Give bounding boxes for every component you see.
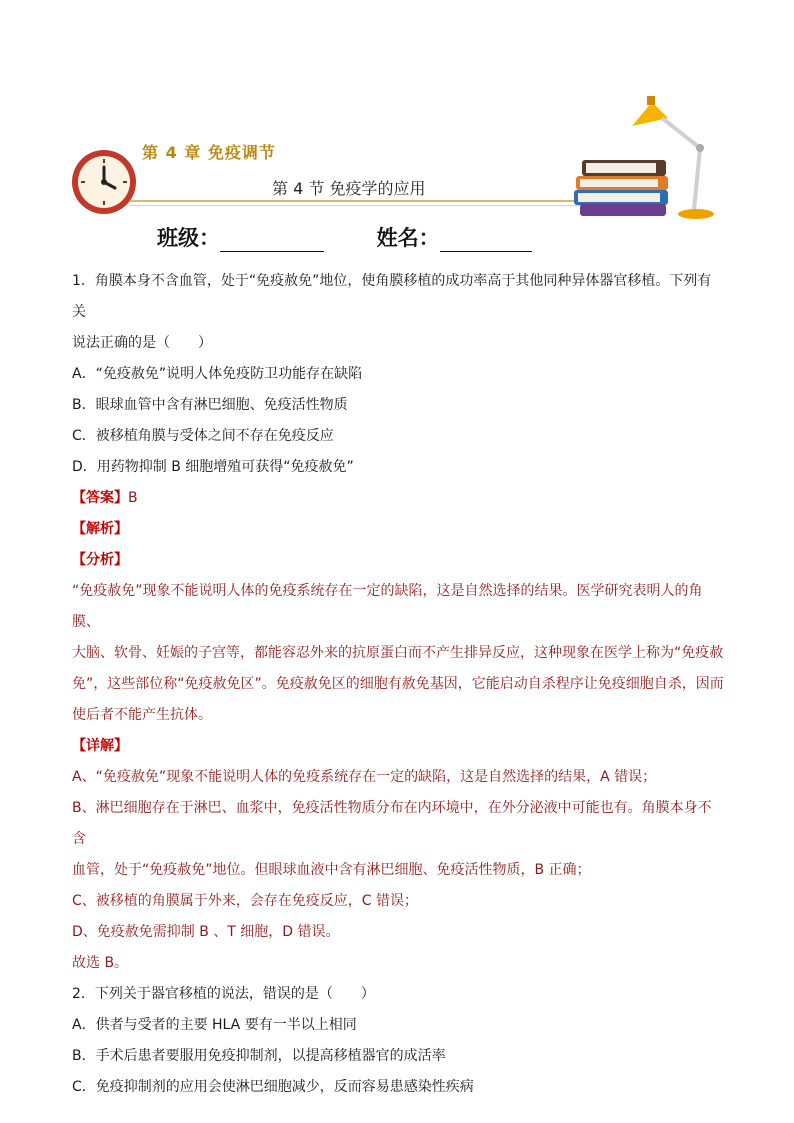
fenxi-line-2: 大脑、软骨、妊娠的子宫等，都能容忍外来的抗原蛋白而不产生排异反应，这种现象在医学上称为“免疫赦: [72, 645, 724, 661]
fenxi-tag: 【分析】: [72, 552, 128, 568]
name-label: 姓名：: [376, 226, 440, 250]
q1-option-b: B．眼球血管中含有淋巴细胞、免疫活性物质: [72, 397, 348, 413]
answer-value: B: [128, 490, 138, 506]
name-field[interactable]: [440, 229, 532, 252]
clock-icon: [70, 148, 138, 216]
section-title: 第 4 节 免疫学的应用: [272, 179, 426, 198]
q1-conclusion: 故选 B。: [72, 955, 129, 971]
fenxi-line-4: 使后者不能产生抗体。: [72, 707, 212, 723]
q1-option-d: D．用药物抑制 B 细胞增殖可获得“免疫赦免”: [72, 459, 354, 475]
q1-fenxi: [72, 545, 724, 576]
detail-line-1: A、“免疫赦免”现象不能说明人体的免疫系统存在一定的缺陷，这是自然选择的结果，A 错误；: [72, 769, 657, 785]
books-and-lamp-icon: [570, 96, 720, 221]
detail-line-4: C、被移植的角膜属于外来，会存在免疫反应，C 错误；: [72, 893, 418, 909]
q1-option-a: A．“免疫赦免”说明人体免疫防卫功能存在缺陷: [72, 366, 363, 382]
q1-option-c: C．被移植角膜与受体之间不存在免疫反应: [72, 428, 334, 444]
q1-analysis: [72, 514, 724, 545]
question-content: [72, 266, 724, 1103]
analysis-tag: 【解析】: [72, 521, 128, 537]
chapter-title: 第 4 章 免疫调节: [142, 143, 276, 162]
header-divider: [130, 200, 580, 202]
q1-detail: [72, 731, 724, 762]
q1-answer: [72, 483, 724, 514]
q2-stem: 2．下列关于器官移植的说法，错误的是（ ）: [72, 986, 375, 1002]
q1-stem-line1: 1．角膜本身不含血管，处于“免疫赦免”地位，使角膜移植的成功率高于其他同种异体器官移植。下列有关: [72, 273, 712, 320]
q2-option-a: A．供者与受者的主要 HLA 要有一半以上相同: [72, 1017, 357, 1033]
page-header: [0, 0, 794, 260]
detail-tag: 【详解】: [72, 738, 128, 754]
q1-stem-line2: 说法正确的是（ ）: [72, 335, 212, 351]
q2-option-c: C．免疫抑制剂的应用会使淋巴细胞减少，反而容易患感染性疾病: [72, 1079, 474, 1095]
detail-line-2: B、淋巴细胞存在于淋巴、血浆中，免疫活性物质分布在内环境中，在外分泌液中可能也有。角膜本身不含: [72, 800, 712, 847]
class-label: 班级：: [157, 226, 220, 250]
header-divider-thin: [130, 205, 580, 206]
detail-line-5: D、免疫赦免需抑制 B 、T 细胞，D 错误。: [72, 924, 340, 940]
class-field[interactable]: [220, 229, 324, 252]
fenxi-line-3: 免”，这些部位称“免疫赦免区”。免疫赦免区的细胞有赦免基因，它能启动自杀程序让免疫细胞自杀，因而: [72, 676, 724, 692]
q2-option-b: B．手术后患者要服用免疫抑制剂，以提高移植器官的成活率: [72, 1048, 446, 1064]
fenxi-line-1: “免疫赦免”现象不能说明人体的免疫系统存在一定的缺陷，这是自然选择的结果。医学研究表明人的角膜、: [72, 583, 703, 630]
answer-tag: 【答案】: [72, 490, 128, 506]
student-info: [157, 222, 532, 252]
detail-line-3: 血管，处于“免疫赦免”地位。但眼球血液中含有淋巴细胞、免疫活性物质，B 正确；: [72, 862, 591, 878]
